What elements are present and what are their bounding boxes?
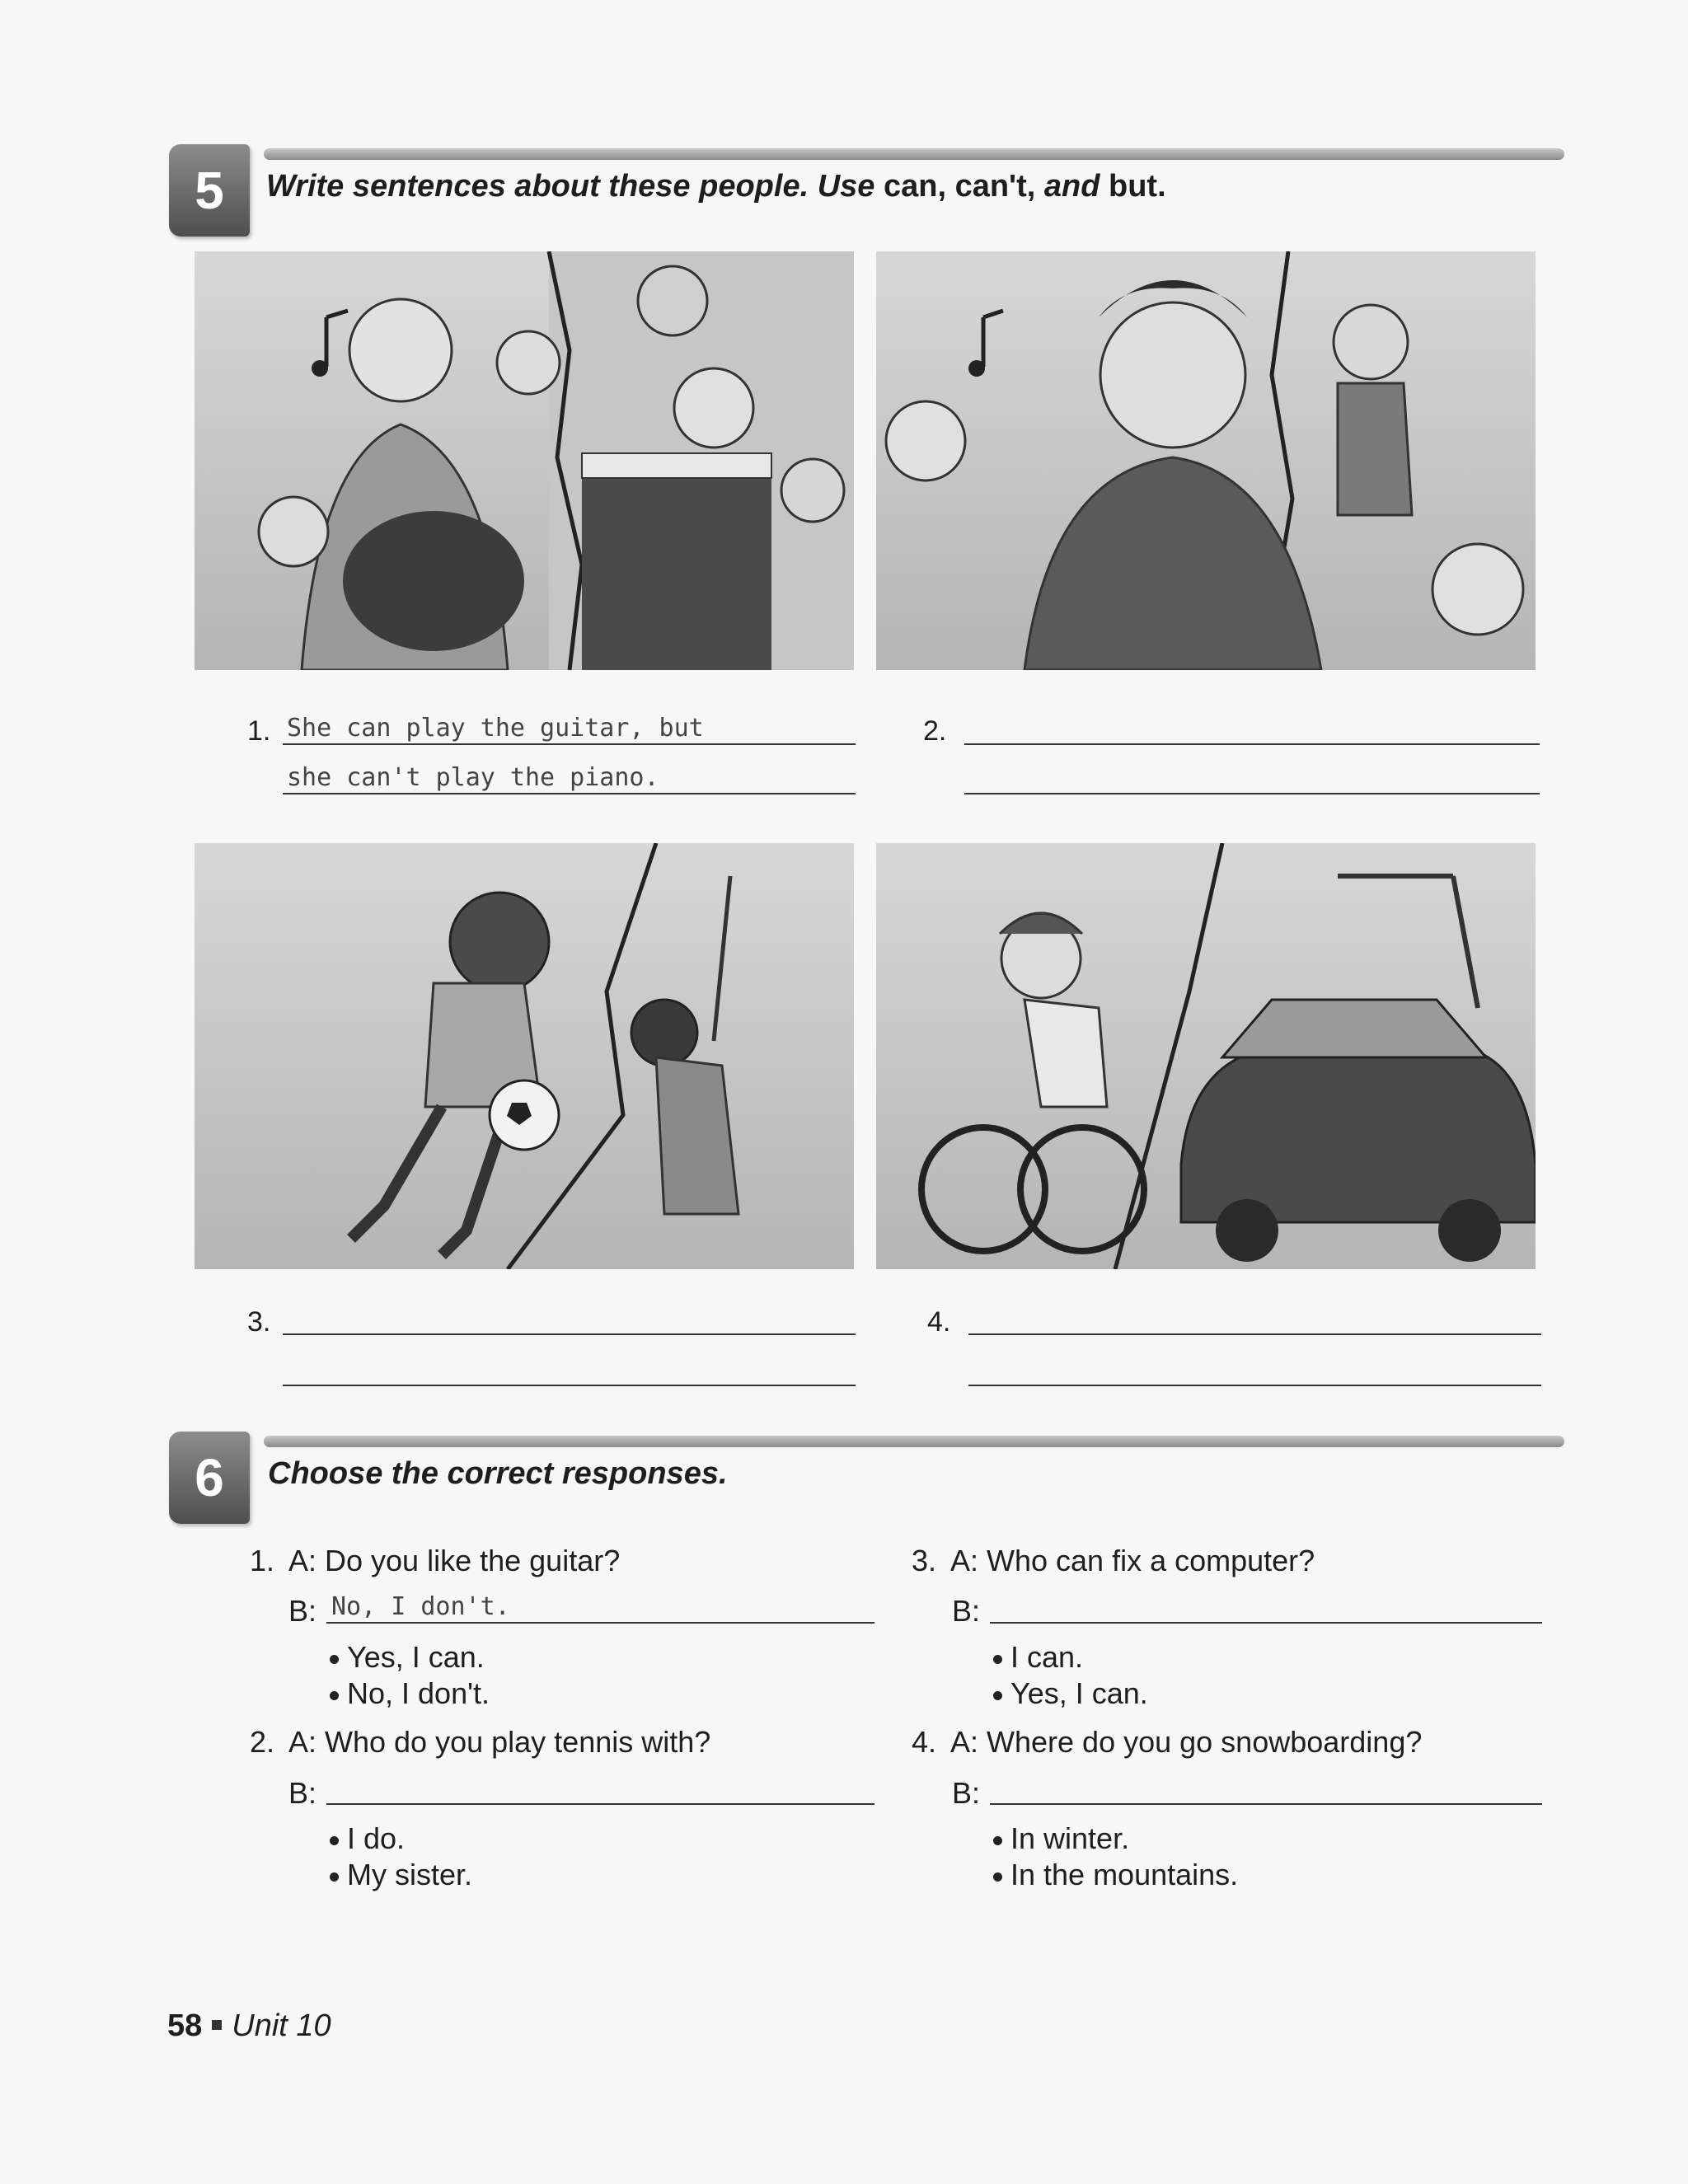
section-6-instruction: Choose the correct responses. xyxy=(268,1456,728,1491)
ex5-item-1-number: 1. xyxy=(247,715,271,747)
page-footer xyxy=(167,2008,331,2044)
ex6-item-1-number: 1. xyxy=(250,1544,275,1577)
ex6-item-2-option-1[interactable]: I do. xyxy=(330,1821,405,1856)
section-6-bar xyxy=(264,1436,1564,1447)
ex6-item-4-option-2[interactable]: In the mountains. xyxy=(993,1858,1238,1892)
ex5-item-3-line2[interactable] xyxy=(283,1385,856,1386)
ex5-item-4-line2[interactable] xyxy=(968,1385,1541,1386)
ex6-item-3-b-label: B: xyxy=(952,1594,981,1628)
ex6-item-1-option-2[interactable]: No, I don't. xyxy=(330,1676,490,1711)
ex6-item-4-answer-line[interactable] xyxy=(990,1803,1542,1805)
ex5-item-1-line2[interactable] xyxy=(283,793,856,794)
ex6-item-4-question: A: Where do you go snowboarding? xyxy=(950,1725,1423,1759)
ex6-item-1-answer-line[interactable] xyxy=(326,1622,874,1624)
ex6-item-2-answer-line[interactable] xyxy=(326,1803,874,1805)
ex5-item-1-answer-line1: She can play the guitar, but xyxy=(287,714,704,743)
ex6-item-4-number: 4. xyxy=(912,1725,937,1759)
ex6-item-1-answer: No, I don't. xyxy=(331,1592,510,1621)
ex5-item-1-answer-line2: she can't play the piano. xyxy=(287,763,659,792)
ex6-item-2-number: 2. xyxy=(250,1725,275,1759)
ex6-item-2-question: A: Who do you play tennis with? xyxy=(288,1725,711,1759)
ex6-item-3-question: A: Who can fix a computer? xyxy=(950,1544,1315,1577)
illustration-3-soccer-golf xyxy=(195,843,854,1269)
section-5-number: 5 xyxy=(169,144,250,237)
ex6-item-4-b-label: B: xyxy=(952,1776,981,1810)
unit-label: Unit 10 xyxy=(232,2008,331,2043)
ex5-item-1-line1[interactable] xyxy=(283,743,856,745)
ex5-item-3-line1[interactable] xyxy=(283,1333,856,1335)
illustration-2-singing-dancing xyxy=(876,251,1536,670)
ex5-item-2-number: 2. xyxy=(923,715,947,747)
illustration-4-cycling-driving xyxy=(876,843,1536,1269)
ex5-item-2-line1[interactable] xyxy=(964,743,1540,745)
ex5-item-4-line1[interactable] xyxy=(968,1333,1541,1335)
section-5-instruction: Write sentences about these people. Use can, can't, and but. xyxy=(266,169,1166,204)
ex6-item-2-b-label: B: xyxy=(288,1776,317,1810)
ex6-item-1-option-1[interactable]: Yes, I can. xyxy=(330,1640,485,1675)
section-6-number: 6 xyxy=(169,1432,250,1524)
ex5-item-2-line2[interactable] xyxy=(964,793,1540,794)
ex6-item-4-option-1[interactable]: In winter. xyxy=(993,1821,1129,1856)
page-number: 58 xyxy=(167,2008,203,2043)
illustration-1-guitar-piano xyxy=(195,251,854,670)
ex6-item-1-b-label: B: xyxy=(288,1594,317,1628)
ex6-item-3-option-2[interactable]: Yes, I can. xyxy=(993,1676,1148,1711)
ex6-item-2-option-2[interactable]: My sister. xyxy=(330,1858,472,1892)
section-5-bar xyxy=(264,148,1564,160)
ex6-item-1-question: A: Do you like the guitar? xyxy=(288,1544,621,1577)
ex6-item-3-answer-line[interactable] xyxy=(990,1622,1542,1624)
ex6-item-3-option-1[interactable]: I can. xyxy=(993,1640,1083,1675)
ex5-item-3-number: 3. xyxy=(247,1306,271,1338)
ex6-item-3-number: 3. xyxy=(912,1544,937,1577)
ex5-item-4-number: 4. xyxy=(927,1306,951,1338)
